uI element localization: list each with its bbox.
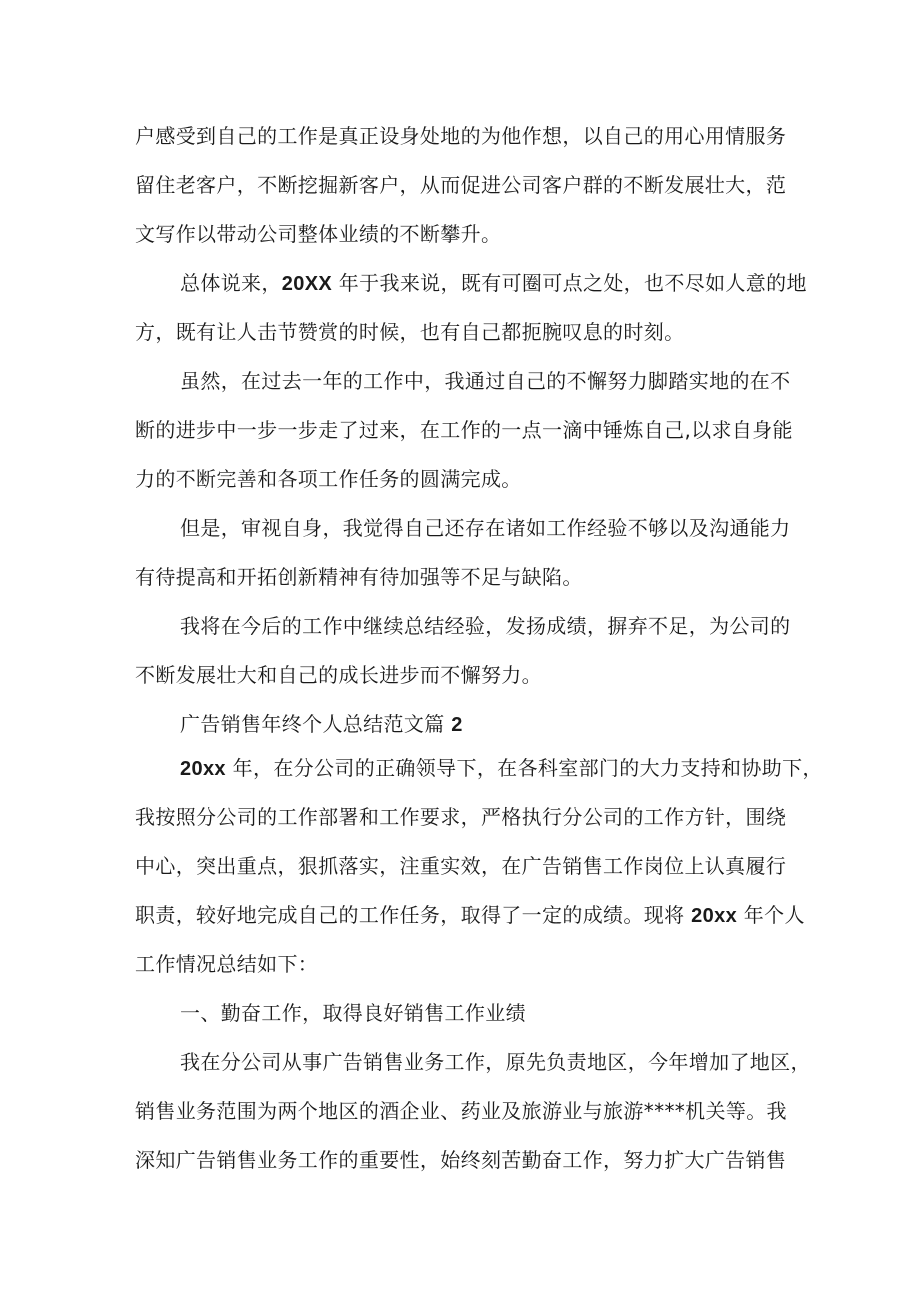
text-line: 我在分公司从事广告销售业务工作，原先负责地区，今年增加了地区， <box>180 1050 811 1074</box>
text-line: 文写作以带动公司整体业绩的不断攀升。 <box>135 222 502 246</box>
text-line: 留住老客户，不断挖掘新客户，从而促进公司客户群的不断发展壮大，范 <box>135 173 787 197</box>
text-line: 方，既有让人击节赞赏的时候，也有自己都扼腕叹息的时刻。 <box>135 320 685 344</box>
text-line: 总体说来，20XX 年于我来说，既有可圈可点之处，也不尽如人意的地 <box>180 271 807 295</box>
text-line: 我按照分公司的工作部署和工作要求，严格执行分公司的工作方针，围绕 <box>135 805 787 829</box>
text-line: 销售业务范围为两个地区的酒企业、药业及旅游业与旅游****机关等。我 <box>135 1099 787 1123</box>
text-line: 20xx 年，在分公司的正确领导下，在各科室部门的大力支持和协助下， <box>180 756 823 780</box>
text-line: 不断发展壮大和自己的成长进步而不懈努力。 <box>135 663 542 687</box>
text-line: 深知广告销售业务工作的重要性，始终刻苦勤奋工作，努力扩大广告销售 <box>135 1148 787 1172</box>
text-line: 力的不断完善和各项工作任务的圆满完成。 <box>135 467 522 491</box>
text-line: 职责，较好地完成自己的工作任务，取得了一定的成绩。现将 20xx 年个人 <box>135 903 805 927</box>
text-line: 户感受到自己的工作是真正设身处地的为他作想，以自己的用心用情服务 <box>135 124 787 148</box>
text-line: 断的进步中一步一步走了过来，在工作的一点一滴中锤炼自己,以求自身能 <box>135 418 793 442</box>
text-line: 虽然，在过去一年的工作中，我通过自己的不懈努力脚踏实地的在不 <box>180 369 791 393</box>
section-heading: 广告销售年终个人总结范文篇 2 <box>180 712 463 736</box>
text-line: 工作情况总结如下： <box>135 952 319 976</box>
text-line: 有待提高和开拓创新精神有待加强等不足与缺陷。 <box>135 565 583 589</box>
text-line: 我将在今后的工作中继续总结经验，发扬成绩，摒弃不足，为公司的 <box>180 614 791 638</box>
text-line: 但是，审视自身，我觉得自己还存在诸如工作经验不够以及沟通能力 <box>180 516 791 540</box>
text-line: 中心，突出重点，狠抓落实，注重实效，在广告销售工作岗位上认真履行 <box>135 854 787 878</box>
subheading: 一、勤奋工作，取得良好销售工作业绩 <box>180 1001 526 1025</box>
